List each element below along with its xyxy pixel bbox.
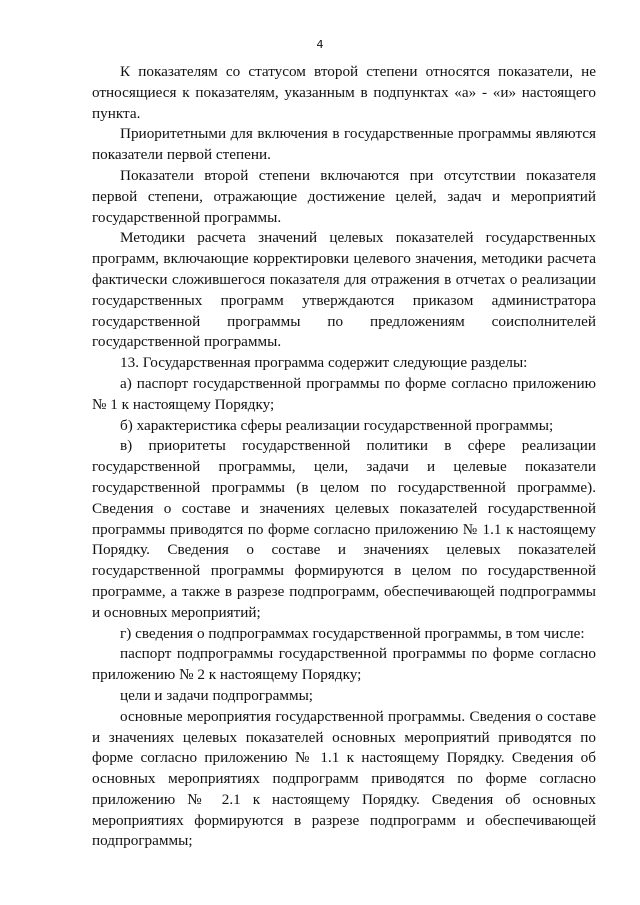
paragraph-priority-indicators: Приоритетными для включения в государственные программы являются показатели первой степени. bbox=[92, 125, 596, 164]
paragraph-main-activities: основные мероприятия государственной программы. Сведения о составе и значениях целевых показателей основных мероприятий приводятся по форме согласно приложению № 1.1 к настоящему Порядку. Сведения об основных мероприятиях подпрограмм приводятся по форме согласно приложению № 2.1 к настоящему Порядку. Сведения об основных мероприятиях формируются в разрезе подпрограмм и обеспечивающей подпрограммы; bbox=[92, 707, 596, 850]
page-number: 4 bbox=[316, 38, 324, 51]
document-body bbox=[92, 62, 596, 852]
paragraph-subprogram-goals: цели и задачи подпрограммы; bbox=[120, 686, 313, 704]
paragraph-subprogram-passport: паспорт подпрограммы государственной программы по форме согласно приложению № 2 к настоящему Порядку; bbox=[92, 645, 596, 684]
paragraph-item-v: в) приоритеты государственной политики в сфере реализации государственной программы, цели, задачи и целевые показатели государственной программы (в целом по государственной программе). Сведения о составе и значениях целевых показателей государственной программы приводятся по форме согласно приложению № 1.1 к настоящему Порядку. Сведения о составе и значениях целевых показателей государственной программы формируются в целом по государственной программе, а также в разрезе подпрограмм, обеспечивающей подпрограммы и основных мероприятий; bbox=[92, 437, 596, 621]
paragraph-item-g: г) сведения о подпрограммах государственной программы, в том числе: bbox=[120, 624, 585, 642]
paragraph-second-degree-indicators: К показателям со статусом второй степени относятся показатели, не относящиеся к показателям, указанным в подпунктах «а» - «и» настоящего пункта. bbox=[92, 63, 596, 122]
paragraph-second-degree-inclusion: Показатели второй степени включаются при отсутствии показателя первой степени, отражающие достижение целей, задач и мероприятий государственной программы. bbox=[92, 166, 596, 226]
paragraph-item-b: б) характеристика сферы реализации государственной программы; bbox=[120, 416, 554, 434]
paragraph-calculation-methods: Методики расчета значений целевых показателей государственных программ, включающие корректировки целевого значения, методики расчета фактически сложившегося показателя для отражения в отчетах о реализации государственных программ утверждаются приказом администратора государственной программы по предложениям соисполнителей государственной программы. bbox=[92, 229, 596, 351]
paragraph-section-13-heading: 13. Государственная программа содержит следующие разделы: bbox=[120, 354, 528, 372]
paragraph-item-a: а) паспорт государственной программы по форме согласно приложению № 1 к настоящему Порядку; bbox=[92, 374, 596, 413]
